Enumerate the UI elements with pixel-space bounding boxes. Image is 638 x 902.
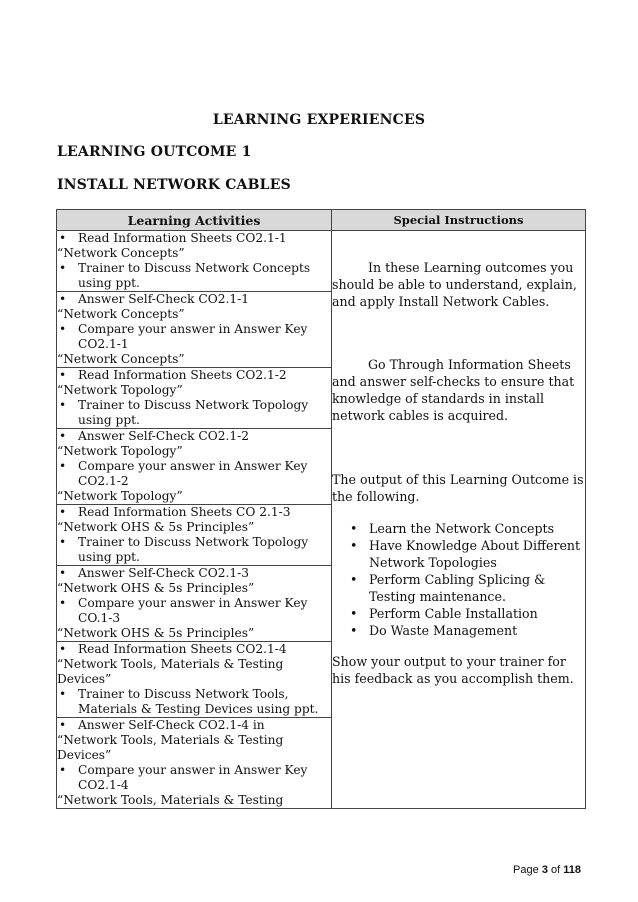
activity-bullet-item: • Read Information Sheets CO2.1-2 — [57, 368, 331, 383]
activity-cell — [57, 505, 332, 566]
activity-reference: “Network OHS & 5s Principles” — [57, 626, 255, 640]
activity-cell — [57, 231, 332, 292]
activity-cell — [57, 292, 332, 368]
instruction-paragraph: In these Learning outcomes you should be able to understand, explain, and apply Install Network Cables. — [332, 260, 577, 309]
activity-reference: “Network Tools, Materials & Testing Devices” — [57, 657, 284, 686]
outcome-list-item: • Perform Cabling Splicing & Testing maintenance. — [332, 571, 585, 605]
activity-cell — [57, 718, 332, 809]
instruction-paragraph: Show your output to your trainer for his feedback as you accomplish them. — [332, 654, 574, 686]
activity-bullet-item: • Compare your answer in Answer Key CO2.1-1 — [57, 322, 331, 352]
activity-bullet-item: • Read Information Sheets CO2.1-4 — [57, 642, 331, 657]
activity-reference: “Network OHS & 5s Principles” — [57, 520, 255, 534]
page-total: 118 — [563, 864, 581, 876]
activity-reference: “Network Topology” — [57, 383, 183, 397]
activity-bullet-item: • Trainer to Discuss Network Concepts using ppt. — [57, 261, 331, 291]
activity-reference: “Network Tools, Materials & Testing Devices” — [57, 733, 284, 762]
activity-reference: “Network Topology” — [57, 489, 183, 503]
activity-cell — [57, 429, 332, 505]
activity-reference: “Network Tools, Materials & Testing — [57, 793, 284, 807]
column-header-activities: Learning Activities — [57, 210, 332, 231]
instruction-paragraph: The output of this Learning Outcome is the following. — [332, 472, 584, 504]
instruction-paragraph: Go Through Information Sheets and answer self-checks to ensure that knowledge of standards in install network cables is acquired. — [332, 357, 575, 423]
activity-reference: “Network Topology” — [57, 444, 183, 458]
activity-bullet-item: • Read Information Sheets CO2.1-1 — [57, 231, 331, 246]
page-heading: LEARNING EXPERIENCES — [212, 112, 426, 128]
page-number: 3 — [541, 864, 548, 876]
outcome-list-item: • Have Knowledge About Different Network Topologies — [332, 537, 585, 571]
outcome-list — [332, 520, 585, 639]
activity-bullet-item: • Answer Self-Check CO2.1-4 in — [57, 718, 331, 733]
learning-outcome-number: LEARNING OUTCOME 1 — [57, 144, 252, 160]
activity-cell — [57, 368, 332, 429]
activity-reference: “Network Concepts” — [57, 246, 185, 260]
activity-bullet-item: • Read Information Sheets CO 2.1-3 — [57, 505, 331, 520]
activity-bullet-item: • Trainer to Discuss Network Tools, Materials & Testing Devices using ppt. — [57, 687, 331, 717]
activity-reference: “Network OHS & 5s Principles” — [57, 581, 255, 595]
page-word: Page — [513, 864, 539, 876]
outcome-list-item: • Do Waste Management — [332, 622, 585, 639]
activity-bullet-item: • Compare your answer in Answer Key CO2.1-2 — [57, 459, 331, 489]
table-row — [57, 231, 586, 292]
activity-bullet-item: • Compare your answer in Answer Key CO2.1-4 — [57, 763, 331, 793]
activity-bullet-item: • Answer Self-Check CO2.1-3 — [57, 566, 331, 581]
outcome-list-item: • Perform Cable Installation — [332, 605, 585, 622]
activity-reference: “Network Concepts” — [57, 352, 185, 366]
activity-cell — [57, 642, 332, 718]
activity-reference: “Network Concepts” — [57, 307, 185, 321]
activity-bullet-item: • Answer Self-Check CO2.1-1 — [57, 292, 331, 307]
activity-bullet-item: • Compare your answer in Answer Key CO.1-3 — [57, 596, 331, 626]
activity-bullet-item: • Trainer to Discuss Network Topology using ppt. — [57, 398, 331, 428]
of-word: of — [551, 864, 561, 876]
column-header-instructions: Special Instructions — [332, 210, 586, 231]
activity-bullet-item: • Trainer to Discuss Network Topology using ppt. — [57, 535, 331, 565]
special-instructions-cell — [332, 231, 586, 809]
activity-cell — [57, 566, 332, 642]
page-footer — [513, 864, 581, 876]
learning-activities-table — [56, 209, 586, 809]
activity-bullet-item: • Answer Self-Check CO2.1-2 — [57, 429, 331, 444]
outcome-list-item: • Learn the Network Concepts — [332, 520, 585, 537]
learning-outcome-title: INSTALL NETWORK CABLES — [57, 177, 291, 193]
